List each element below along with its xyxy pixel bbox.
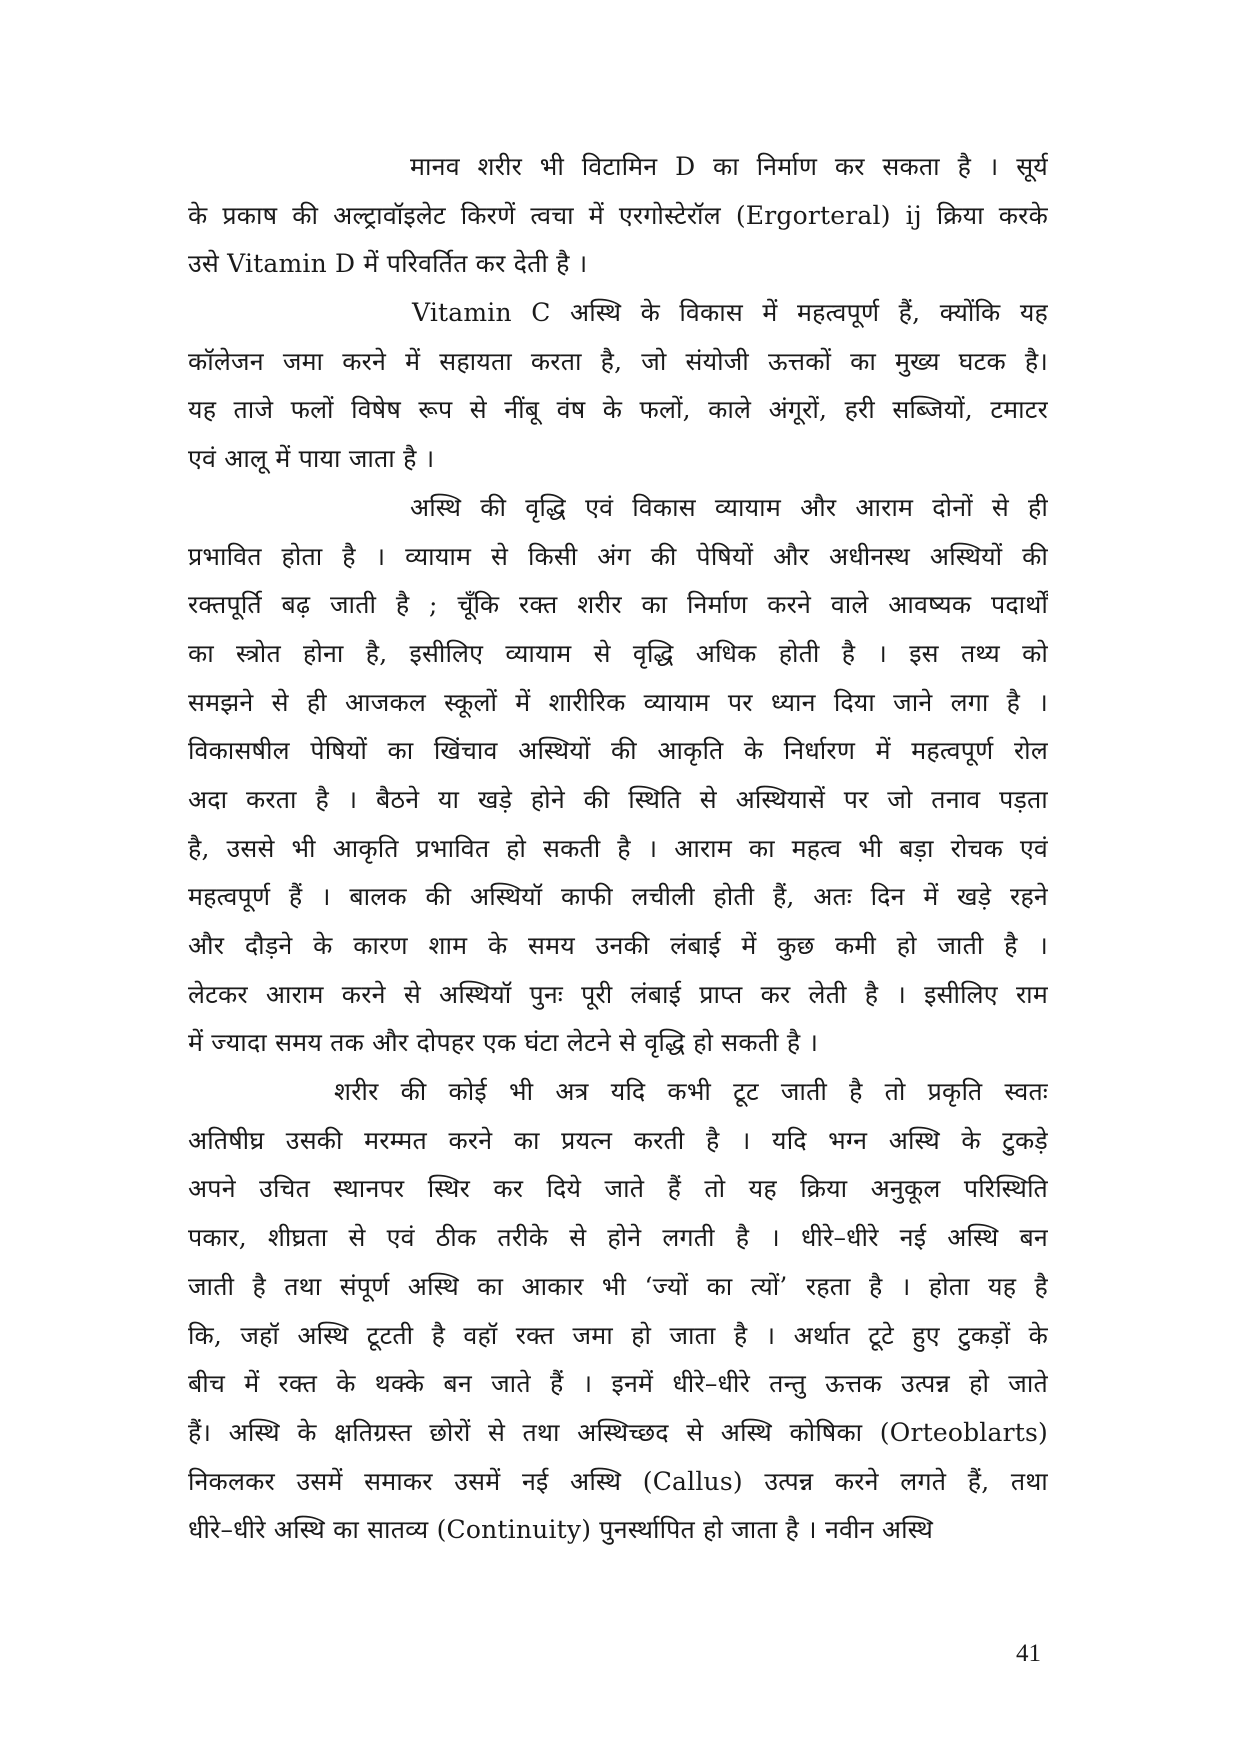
text-line: कॉलेजन जमा करने में सहायता करता है, जो संयोजी ऊत्तकों का मुख्य घटक है। [188, 346, 1048, 376]
text-line: का स्त्रोत होना है, इसीलिए व्यायाम से वृद्धि अधिक होती है । इस तथ्य को [188, 638, 1048, 668]
text-line: बीच में रक्त के थक्के बन जाते हैं । इनमें धीरे–धीरे तन्तु ऊत्तक उत्पन्न हो जाते [188, 1369, 1048, 1399]
text-line: अतिषीघ्र उसकी मरम्मत करने का प्रयत्न करती है । यदि भग्न अस्थि के टुकड़े [188, 1125, 1048, 1155]
text-line: धीरे–धीरे अस्थि का सातव्य (Continuity) पुनर्स्थापित हो जाता है । नवीन अस्थि [188, 1515, 934, 1545]
text-line: जाती है तथा संपूर्ण अस्थि का आकार भी ‘ज्यों का त्यों’ रहता है । होता यह है [188, 1271, 1048, 1301]
paragraph [188, 484, 1048, 1068]
text-line: शरीर की कोई भी अत्र यदि कभी टूट जाती है तो प्रकृति स्वतः [334, 1077, 1048, 1107]
text-line: रक्तपूर्ति बढ़ जाती है ; चूँकि रक्त शरीर का निर्माण करने वाले आवष्यक पदार्थों [188, 590, 1048, 620]
paragraph [188, 289, 1048, 484]
text-line: एवं आलू में पाया जाता है । [188, 444, 435, 474]
text-line: अदा करता है । बैठने या खड़े होने की स्थिति से अस्थियासें पर जो तनाव पड़ता [188, 784, 1048, 814]
text-line: अपने उचित स्थानपर स्थिर कर दिये जाते हैं तो यह क्रिया अनुकूल परिस्थिति [188, 1174, 1048, 1204]
text-line: यह ताजे फलों विषेष रूप से नींबू वंष के फलों, काले अंगूरों, हरी सब्जियों, टमाटर [188, 395, 1048, 425]
body-text [188, 143, 1048, 1555]
text-line: के प्रकाष की अल्ट्रावॉइलेट किरणें त्वचा में एरगोस्टेरॉल (Ergorteral) ij क्रिया करके [188, 200, 1048, 230]
text-line: समझने से ही आजकल स्कूलों में शारीरिक व्यायाम पर ध्यान दिया जाने लगा है । [188, 687, 1048, 717]
text-line: लेटकर आराम करने से अस्थियॉ पुनः पूरी लंबाई प्राप्त कर लेती है । इसीलिए राम [188, 979, 1048, 1009]
text-line: Vitamin C अस्थि के विकास में महत्वपूर्ण हैं, क्योंकि यह [412, 298, 1048, 328]
text-line: निकलकर उसमें समाकर उसमें नई अस्थि (Callus) उत्पन्न करने लगते हैं, तथा [188, 1466, 1048, 1496]
text-line: में ज्यादा समय तक और दोपहर एक घंटा लेटने से वृद्धि हो सकती है । [188, 1028, 819, 1058]
text-line: महत्वपूर्ण हैं । बालक की अस्थियॉ काफी लचीली होती हैं, अतः दिन में खड़े रहने [188, 882, 1048, 912]
text-line: हैं। अस्थि के क्षतिग्रस्त छोरों से तथा अस्थिच्छद से अस्थि कोषिका (Orteoblarts) [188, 1417, 1048, 1447]
paragraph [188, 1068, 1048, 1555]
text-line: मानव शरीर भी विटामिन D का निर्माण कर सकता है । सूर्य [410, 152, 1048, 181]
text-line: है, उससे भी आकृति प्रभावित हो सकती है । आराम का महत्व भी बड़ा रोचक एवं [188, 833, 1048, 863]
paragraph [188, 143, 1048, 289]
text-line: उसे Vitamin D में परिवर्तित कर देती है । [188, 249, 588, 279]
page-number: 41 [1016, 1640, 1041, 1667]
text-line: प्रभावित होता है । व्यायाम से किसी अंग की पेषियों और अधीनस्थ अस्थियों की [188, 541, 1048, 571]
text-line: विकासषील पेषियों का खिंचाव अस्थियों की आकृति के निर्धारण में महत्वपूर्ण रोल [188, 736, 1048, 766]
text-line: अस्थि की वृद्धि एवं विकास व्यायाम और आराम दोनों से ही [410, 492, 1048, 522]
text-line: पकार, शीघ्रता से एवं ठीक तरीके से होने लगती है । धीरे–धीरे नई अस्थि बन [188, 1223, 1048, 1253]
text-line: कि, जहॉ अस्थि टूटती है वहॉ रक्त जमा हो जाता है । अर्थात टूटे हुए टुकड़ों के [188, 1320, 1048, 1350]
text-line: और दौड़ने के कारण शाम के समय उनकी लंबाई में कुछ कमी हो जाती है । [188, 931, 1048, 960]
